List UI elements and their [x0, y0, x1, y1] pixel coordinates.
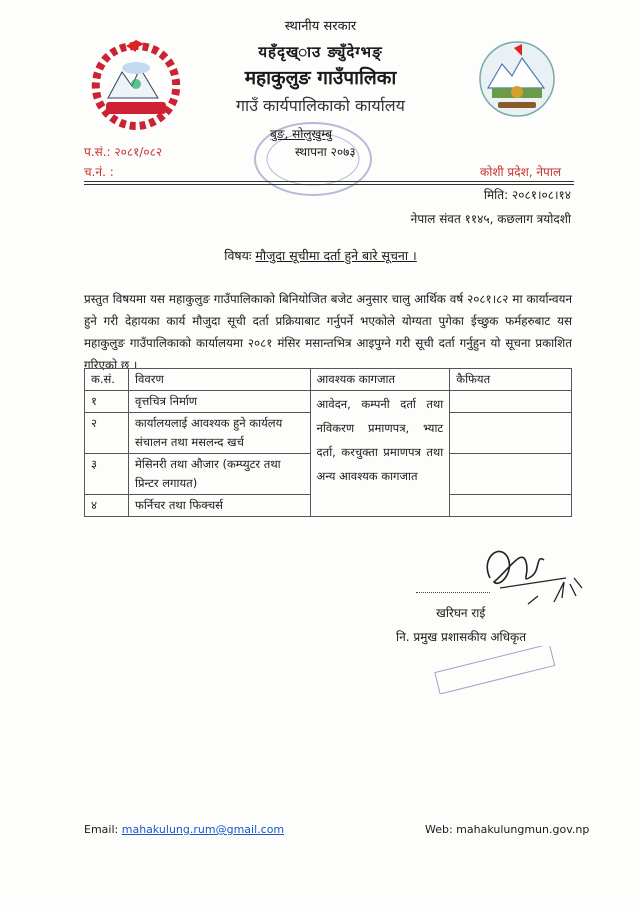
col-documents: आवश्यक कागजात — [310, 369, 450, 391]
footer-email — [84, 823, 284, 836]
date-nepal-sambat: नेपाल संवत ११४५, कछलाग त्रयोदशी — [410, 212, 571, 226]
header-local-govt: स्थानीय सरकार — [284, 19, 357, 34]
handwritten-signature — [470, 538, 590, 618]
dispatch-number: च.नं. : — [84, 165, 114, 179]
email-link[interactable]: mahakulung.rum@gmail.com — [121, 823, 285, 836]
row-remarks — [450, 413, 572, 454]
row-sn: १ — [85, 391, 129, 413]
header-office: गाउँ कार्यपालिकाको कार्यालय — [236, 96, 405, 115]
header-divider — [84, 181, 574, 182]
header-divider-thin — [84, 184, 574, 185]
row-remarks — [450, 495, 572, 517]
col-remarks: कैफियत — [450, 369, 572, 391]
reference-number: प.सं.: २०८१/०८२ — [84, 145, 163, 159]
table-row — [85, 391, 572, 413]
footer-website[interactable]: Web: mahakulungmun.gov.np — [425, 823, 590, 836]
subject-text: मौजुदा सूचीमा दर्ता हुने बारे सूचना । — [255, 248, 417, 263]
row-remarks — [450, 454, 572, 495]
row-desc: वृत्तचित्र निर्माण — [128, 391, 310, 413]
signature-dots — [416, 592, 490, 593]
row-sn: २ — [85, 413, 129, 454]
established-line: स्थापना २०७३ — [295, 145, 356, 159]
header-municipality: महाकुलुङ गाउँपालिका — [244, 67, 397, 89]
address-line: बुङ, सोलुखुम्बु — [270, 127, 333, 141]
table-header-row — [85, 369, 572, 391]
body-paragraph: प्रस्तुत विषयमा यस महाकुलुङ गाउँपालिकाको बिनियोजित बजेट अनुसार चालु आर्थिक वर्ष २०८१।८२ मा कार्यान्वयन हुने गरी देहायका कार्य मौजुदा सूची दर्ता प्रक्रियाबाट गर्नुपर्ने भएकोले योग्यता पुगेका ईच्छुक फर्महरुबाट यस महाकुलुङ गाउँपालिकाको कार्यालयमा २०८१ मंसिर मसान्तभित्र आइपुग्ने गरी सूची दर्ता गर्नुहुन यो सूचना प्रकाशित गरिएको छ । — [84, 292, 572, 372]
col-description: विवरण — [128, 369, 310, 391]
email-label: Email: — [84, 823, 119, 836]
row-desc: कार्यालयलाई आवश्यक हुने कार्यलय संचालन तथा मसलन्द खर्च — [128, 413, 310, 454]
subject-prefix: विषयः — [224, 248, 252, 263]
row-desc: फर्निचर तथा फिक्चर्स — [128, 495, 310, 517]
date-bs: मिति: २०८१।०८।१४ — [483, 188, 571, 202]
row-sn: ३ — [85, 454, 129, 495]
items-table — [84, 368, 572, 517]
row-sn: ४ — [85, 495, 129, 517]
signatory-title: नि. प्रमुख प्रशासकीय अधिकृत — [396, 630, 527, 644]
row-desc: मेसिनरी तथा औजार (कम्प्युटर तथा प्रिन्टर लगायत) — [128, 454, 310, 495]
documents-cell: आवेदन, कम्पनी दर्ता तथा नविकरण प्रमाणपत्र, भ्याट दर्ता, करचुक्ता प्रमाणपत्र तथा अन्य आवश्यक कागजात — [310, 391, 450, 517]
row-remarks — [450, 391, 572, 413]
col-sn: क.सं. — [85, 369, 129, 391]
signatory-name: खरिघन राई — [436, 606, 486, 620]
header-native-script: यहँदृख्ाउ ङ्युँदेग्भङ् — [258, 43, 383, 61]
designation-stamp — [430, 646, 560, 694]
province-label: कोशी प्रदेश, नेपाल — [480, 165, 562, 179]
subject-line — [0, 247, 641, 264]
